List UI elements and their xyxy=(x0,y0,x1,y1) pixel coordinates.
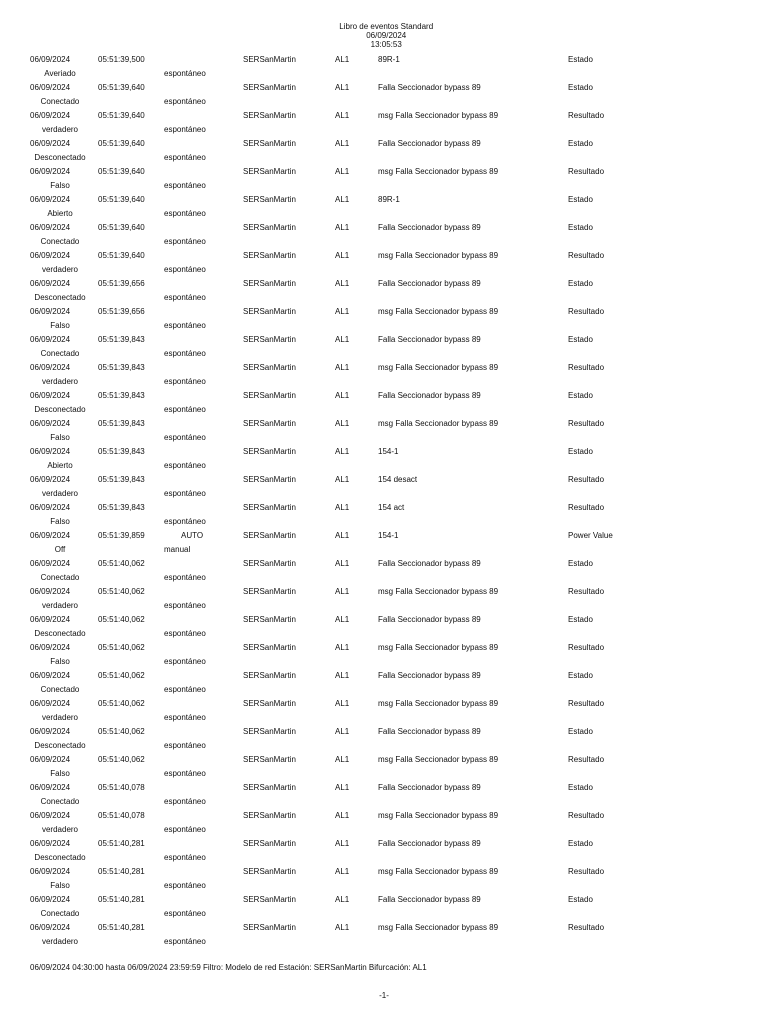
event-bay: AL1 xyxy=(335,755,350,764)
event-object: msg Falla Seccionador bypass 89 xyxy=(378,699,499,708)
event-time: 05:51:40,062 xyxy=(98,587,145,596)
event-station: SERSanMartin xyxy=(243,111,296,120)
event-bay: AL1 xyxy=(335,391,350,400)
event-cause: espontáneo xyxy=(164,601,206,610)
event-date: 06/09/2024 xyxy=(30,783,71,792)
event-station: SERSanMartin xyxy=(243,895,296,904)
event-cause: espontáneo xyxy=(164,685,206,694)
event-attribute: Resultado xyxy=(568,167,605,176)
event-value: Desconectado xyxy=(34,405,86,414)
event-time: 05:51:40,281 xyxy=(98,895,145,904)
event-date: 06/09/2024 xyxy=(30,643,71,652)
event-row xyxy=(0,139,768,167)
event-station: SERSanMartin xyxy=(243,83,296,92)
event-cause: espontáneo xyxy=(164,489,206,498)
event-station: SERSanMartin xyxy=(243,475,296,484)
event-attribute: Estado xyxy=(568,615,593,624)
event-value: Falso xyxy=(50,517,70,526)
event-station: SERSanMartin xyxy=(243,363,296,372)
event-bay: AL1 xyxy=(335,419,350,428)
event-bay: AL1 xyxy=(335,811,350,820)
event-bay: AL1 xyxy=(335,251,350,260)
event-cause: espontáneo xyxy=(164,825,206,834)
event-bay: AL1 xyxy=(335,867,350,876)
event-row xyxy=(0,783,768,811)
event-value: Conectado xyxy=(40,573,80,582)
event-date: 06/09/2024 xyxy=(30,251,71,260)
event-time: 05:51:39,656 xyxy=(98,279,145,288)
event-cause: espontáneo xyxy=(164,153,206,162)
event-row xyxy=(0,699,768,727)
event-time: 05:51:40,281 xyxy=(98,923,145,932)
event-date: 06/09/2024 xyxy=(30,475,71,484)
event-station: SERSanMartin xyxy=(243,391,296,400)
event-attribute: Resultado xyxy=(568,867,605,876)
event-bay: AL1 xyxy=(335,307,350,316)
event-station: SERSanMartin xyxy=(243,811,296,820)
event-time: 05:51:40,062 xyxy=(98,755,145,764)
event-date: 06/09/2024 xyxy=(30,335,71,344)
event-row xyxy=(0,391,768,419)
event-object: 154-1 xyxy=(378,447,399,456)
event-date: 06/09/2024 xyxy=(30,279,71,288)
event-row xyxy=(0,811,768,839)
event-time: 05:51:40,062 xyxy=(98,615,145,624)
event-time: 05:51:40,062 xyxy=(98,559,145,568)
event-cause: espontáneo xyxy=(164,657,206,666)
event-row xyxy=(0,167,768,195)
event-bay: AL1 xyxy=(335,699,350,708)
event-bay: AL1 xyxy=(335,839,350,848)
event-attribute: Estado xyxy=(568,55,593,64)
event-bay: AL1 xyxy=(335,727,350,736)
event-value: verdadero xyxy=(41,265,79,274)
event-time: 05:51:39,843 xyxy=(98,447,145,456)
event-bay: AL1 xyxy=(335,223,350,232)
event-cause: espontáneo xyxy=(164,433,206,442)
event-value: Desconectado xyxy=(34,153,86,162)
event-station: SERSanMartin xyxy=(243,307,296,316)
event-value: Falso xyxy=(50,181,70,190)
event-row xyxy=(0,475,768,503)
event-station: SERSanMartin xyxy=(243,335,296,344)
event-bay: AL1 xyxy=(335,83,350,92)
event-time: 05:51:39,843 xyxy=(98,335,145,344)
event-object: msg Falla Seccionador bypass 89 xyxy=(378,419,499,428)
event-date: 06/09/2024 xyxy=(30,447,71,456)
event-attribute: Resultado xyxy=(568,307,605,316)
event-date: 06/09/2024 xyxy=(30,223,71,232)
report-time: 13:05:53 xyxy=(370,40,402,49)
event-row xyxy=(0,895,768,923)
event-cause: espontáneo xyxy=(164,741,206,750)
event-attribute: Estado xyxy=(568,783,593,792)
event-attribute: Resultado xyxy=(568,755,605,764)
event-station: SERSanMartin xyxy=(243,671,296,680)
event-object: 154 act xyxy=(378,503,405,512)
event-station: SERSanMartin xyxy=(243,503,296,512)
event-object: msg Falla Seccionador bypass 89 xyxy=(378,755,499,764)
filter-summary: 06/09/2024 04:30:00 hasta 06/09/2024 23:59:59 Filtro: Modelo de red Estación: SERSanMartin Bifurcación: AL1 xyxy=(30,963,427,972)
event-value: verdadero xyxy=(41,125,79,134)
event-cause: espontáneo xyxy=(164,937,206,946)
event-date: 06/09/2024 xyxy=(30,839,71,848)
event-date: 06/09/2024 xyxy=(30,755,71,764)
event-attribute: Estado xyxy=(568,391,593,400)
event-time: 05:51:39,640 xyxy=(98,111,145,120)
event-row xyxy=(0,587,768,615)
event-attribute: Estado xyxy=(568,727,593,736)
event-value: Conectado xyxy=(40,237,80,246)
event-attribute: Estado xyxy=(568,139,593,148)
event-bay: AL1 xyxy=(335,615,350,624)
event-attribute: Estado xyxy=(568,895,593,904)
event-row xyxy=(0,839,768,867)
event-bay: AL1 xyxy=(335,167,350,176)
event-time: 05:51:39,500 xyxy=(98,55,145,64)
event-row xyxy=(0,615,768,643)
event-date: 06/09/2024 xyxy=(30,111,71,120)
event-source: AUTO xyxy=(181,531,204,540)
event-date: 06/09/2024 xyxy=(30,167,71,176)
event-date: 06/09/2024 xyxy=(30,307,71,316)
event-cause: espontáneo xyxy=(164,349,206,358)
event-bay: AL1 xyxy=(335,783,350,792)
event-row xyxy=(0,419,768,447)
event-value: Desconectado xyxy=(34,629,86,638)
event-row xyxy=(0,335,768,363)
event-cause: espontáneo xyxy=(164,181,206,190)
event-date: 06/09/2024 xyxy=(30,363,71,372)
event-station: SERSanMartin xyxy=(243,139,296,148)
event-row xyxy=(0,195,768,223)
event-value: Conectado xyxy=(40,909,80,918)
event-date: 06/09/2024 xyxy=(30,531,71,540)
event-time: 05:51:39,640 xyxy=(98,139,145,148)
event-attribute: Estado xyxy=(568,839,593,848)
event-value: Falso xyxy=(50,433,70,442)
event-cause: espontáneo xyxy=(164,909,206,918)
event-row xyxy=(0,559,768,587)
event-value: verdadero xyxy=(41,713,79,722)
event-value: Off xyxy=(54,545,66,554)
event-row xyxy=(0,531,768,559)
event-row xyxy=(0,671,768,699)
event-attribute: Estado xyxy=(568,447,593,456)
event-cause: espontáneo xyxy=(164,69,206,78)
event-date: 06/09/2024 xyxy=(30,419,71,428)
event-bay: AL1 xyxy=(335,895,350,904)
event-time: 05:51:40,281 xyxy=(98,839,145,848)
event-attribute: Resultado xyxy=(568,111,605,120)
event-date: 06/09/2024 xyxy=(30,867,71,876)
event-attribute: Estado xyxy=(568,195,593,204)
event-date: 06/09/2024 xyxy=(30,811,71,820)
event-value: Desconectado xyxy=(34,741,86,750)
event-date: 06/09/2024 xyxy=(30,699,71,708)
event-attribute: Resultado xyxy=(568,503,605,512)
event-attribute: Estado xyxy=(568,559,593,568)
event-attribute: Estado xyxy=(568,223,593,232)
event-row xyxy=(0,447,768,475)
event-time: 05:51:39,640 xyxy=(98,223,145,232)
event-station: SERSanMartin xyxy=(243,55,296,64)
page-number: -1- xyxy=(379,991,389,1000)
event-time: 05:51:40,062 xyxy=(98,671,145,680)
event-row xyxy=(0,755,768,783)
event-station: SERSanMartin xyxy=(243,447,296,456)
event-cause: espontáneo xyxy=(164,517,206,526)
event-time: 05:51:39,656 xyxy=(98,307,145,316)
event-value: verdadero xyxy=(41,825,79,834)
event-value: Falso xyxy=(50,881,70,890)
event-date: 06/09/2024 xyxy=(30,671,71,680)
event-object: Falla Seccionador bypass 89 xyxy=(378,279,481,288)
event-cause: espontáneo xyxy=(164,881,206,890)
event-bay: AL1 xyxy=(335,671,350,680)
event-value: Conectado xyxy=(40,797,80,806)
event-object: 154 desact xyxy=(378,475,418,484)
event-object: msg Falla Seccionador bypass 89 xyxy=(378,811,499,820)
event-time: 05:51:39,640 xyxy=(98,195,145,204)
event-value: verdadero xyxy=(41,601,79,610)
event-object: 89R-1 xyxy=(378,195,400,204)
event-time: 05:51:39,640 xyxy=(98,167,145,176)
event-attribute: Estado xyxy=(568,671,593,680)
event-cause: espontáneo xyxy=(164,713,206,722)
event-station: SERSanMartin xyxy=(243,699,296,708)
event-bay: AL1 xyxy=(335,335,350,344)
event-object: Falla Seccionador bypass 89 xyxy=(378,671,481,680)
event-date: 06/09/2024 xyxy=(30,923,71,932)
event-time: 05:51:40,062 xyxy=(98,643,145,652)
event-date: 06/09/2024 xyxy=(30,391,71,400)
event-attribute: Resultado xyxy=(568,251,605,260)
event-date: 06/09/2024 xyxy=(30,559,71,568)
event-value: verdadero xyxy=(41,377,79,386)
event-value: verdadero xyxy=(41,489,79,498)
event-object: Falla Seccionador bypass 89 xyxy=(378,727,481,736)
event-object: Falla Seccionador bypass 89 xyxy=(378,391,481,400)
event-value: Averiado xyxy=(44,69,76,78)
event-station: SERSanMartin xyxy=(243,615,296,624)
event-row xyxy=(0,83,768,111)
event-value: Conectado xyxy=(40,685,80,694)
event-object: 154-1 xyxy=(378,531,399,540)
event-bay: AL1 xyxy=(335,363,350,372)
event-bay: AL1 xyxy=(335,55,350,64)
event-date: 06/09/2024 xyxy=(30,503,71,512)
event-time: 05:51:39,843 xyxy=(98,503,145,512)
event-station: SERSanMartin xyxy=(243,755,296,764)
event-station: SERSanMartin xyxy=(243,279,296,288)
event-cause: espontáneo xyxy=(164,797,206,806)
event-station: SERSanMartin xyxy=(243,727,296,736)
event-attribute: Resultado xyxy=(568,363,605,372)
event-cause: espontáneo xyxy=(164,293,206,302)
event-bay: AL1 xyxy=(335,643,350,652)
event-station: SERSanMartin xyxy=(243,839,296,848)
event-object: msg Falla Seccionador bypass 89 xyxy=(378,251,499,260)
event-attribute: Estado xyxy=(568,83,593,92)
event-bay: AL1 xyxy=(335,587,350,596)
event-bay: AL1 xyxy=(335,475,350,484)
event-attribute: Resultado xyxy=(568,643,605,652)
event-station: SERSanMartin xyxy=(243,419,296,428)
event-row xyxy=(0,307,768,335)
report-header xyxy=(0,13,768,49)
event-bay: AL1 xyxy=(335,923,350,932)
event-attribute: Resultado xyxy=(568,699,605,708)
event-value: Conectado xyxy=(40,97,80,106)
event-date: 06/09/2024 xyxy=(30,83,71,92)
event-time: 05:51:39,640 xyxy=(98,251,145,260)
event-cause: manual xyxy=(164,545,191,554)
event-object: 89R-1 xyxy=(378,55,400,64)
event-time: 05:51:39,640 xyxy=(98,83,145,92)
event-attribute: Resultado xyxy=(568,587,605,596)
event-value: Falso xyxy=(50,657,70,666)
event-station: SERSanMartin xyxy=(243,559,296,568)
event-list xyxy=(0,55,768,951)
event-value: verdadero xyxy=(41,937,79,946)
event-cause: espontáneo xyxy=(164,853,206,862)
event-row xyxy=(0,55,768,83)
event-object: msg Falla Seccionador bypass 89 xyxy=(378,167,499,176)
event-station: SERSanMartin xyxy=(243,167,296,176)
event-cause: espontáneo xyxy=(164,237,206,246)
event-date: 06/09/2024 xyxy=(30,727,71,736)
event-row xyxy=(0,111,768,139)
report-title: Libro de eventos Standard xyxy=(339,22,434,31)
event-attribute: Estado xyxy=(568,279,593,288)
event-object: Falla Seccionador bypass 89 xyxy=(378,139,481,148)
event-object: msg Falla Seccionador bypass 89 xyxy=(378,111,499,120)
event-cause: espontáneo xyxy=(164,461,206,470)
event-row xyxy=(0,279,768,307)
event-cause: espontáneo xyxy=(164,265,206,274)
event-station: SERSanMartin xyxy=(243,783,296,792)
event-object: Falla Seccionador bypass 89 xyxy=(378,223,481,232)
event-cause: espontáneo xyxy=(164,769,206,778)
event-cause: espontáneo xyxy=(164,125,206,134)
event-row xyxy=(0,363,768,391)
event-bay: AL1 xyxy=(335,279,350,288)
event-time: 05:51:40,078 xyxy=(98,811,145,820)
event-value: Falso xyxy=(50,321,70,330)
event-time: 05:51:40,281 xyxy=(98,867,145,876)
event-object: msg Falla Seccionador bypass 89 xyxy=(378,643,499,652)
event-time: 05:51:40,062 xyxy=(98,727,145,736)
event-cause: espontáneo xyxy=(164,573,206,582)
event-bay: AL1 xyxy=(335,503,350,512)
event-value: Desconectado xyxy=(34,853,86,862)
event-attribute: Resultado xyxy=(568,419,605,428)
event-date: 06/09/2024 xyxy=(30,895,71,904)
event-value: Abierto xyxy=(47,209,73,218)
event-time: 05:51:39,843 xyxy=(98,363,145,372)
event-attribute: Resultado xyxy=(568,811,605,820)
event-object: Falla Seccionador bypass 89 xyxy=(378,615,481,624)
event-value: Conectado xyxy=(40,349,80,358)
event-value: Abierto xyxy=(47,461,73,470)
event-bay: AL1 xyxy=(335,559,350,568)
event-cause: espontáneo xyxy=(164,321,206,330)
event-cause: espontáneo xyxy=(164,405,206,414)
event-station: SERSanMartin xyxy=(243,587,296,596)
event-cause: espontáneo xyxy=(164,97,206,106)
event-time: 05:51:39,843 xyxy=(98,419,145,428)
event-row xyxy=(0,503,768,531)
event-value: Falso xyxy=(50,769,70,778)
event-station: SERSanMartin xyxy=(243,923,296,932)
event-attribute: Resultado xyxy=(568,923,605,932)
event-value: Desconectado xyxy=(34,293,86,302)
event-time: 05:51:40,062 xyxy=(98,699,145,708)
event-object: Falla Seccionador bypass 89 xyxy=(378,335,481,344)
event-time: 05:51:40,078 xyxy=(98,783,145,792)
event-cause: espontáneo xyxy=(164,209,206,218)
event-date: 06/09/2024 xyxy=(30,615,71,624)
event-row xyxy=(0,223,768,251)
event-cause: espontáneo xyxy=(164,629,206,638)
event-station: SERSanMartin xyxy=(243,531,296,540)
event-station: SERSanMartin xyxy=(243,643,296,652)
event-station: SERSanMartin xyxy=(243,867,296,876)
event-time: 05:51:39,843 xyxy=(98,475,145,484)
event-object: msg Falla Seccionador bypass 89 xyxy=(378,363,499,372)
event-object: msg Falla Seccionador bypass 89 xyxy=(378,923,499,932)
event-row xyxy=(0,867,768,895)
event-date: 06/09/2024 xyxy=(30,55,71,64)
event-time: 05:51:39,843 xyxy=(98,391,145,400)
event-object: Falla Seccionador bypass 89 xyxy=(378,895,481,904)
event-date: 06/09/2024 xyxy=(30,587,71,596)
event-object: Falla Seccionador bypass 89 xyxy=(378,559,481,568)
event-object: msg Falla Seccionador bypass 89 xyxy=(378,587,499,596)
event-attribute: Power Value xyxy=(568,531,613,540)
event-row xyxy=(0,643,768,671)
event-station: SERSanMartin xyxy=(243,251,296,260)
event-bay: AL1 xyxy=(335,111,350,120)
event-object: Falla Seccionador bypass 89 xyxy=(378,783,481,792)
event-bay: AL1 xyxy=(335,447,350,456)
event-bay: AL1 xyxy=(335,531,350,540)
event-row xyxy=(0,727,768,755)
event-cause: espontáneo xyxy=(164,377,206,386)
event-object: Falla Seccionador bypass 89 xyxy=(378,839,481,848)
event-station: SERSanMartin xyxy=(243,223,296,232)
event-time: 05:51:39,859 xyxy=(98,531,145,540)
event-row xyxy=(0,251,768,279)
event-station: SERSanMartin xyxy=(243,195,296,204)
event-row xyxy=(0,923,768,951)
event-object: msg Falla Seccionador bypass 89 xyxy=(378,867,499,876)
report-date: 06/09/2024 xyxy=(366,31,407,40)
event-bay: AL1 xyxy=(335,195,350,204)
event-attribute: Resultado xyxy=(568,475,605,484)
event-object: Falla Seccionador bypass 89 xyxy=(378,83,481,92)
event-attribute: Estado xyxy=(568,335,593,344)
event-object: msg Falla Seccionador bypass 89 xyxy=(378,307,499,316)
event-date: 06/09/2024 xyxy=(30,195,71,204)
event-bay: AL1 xyxy=(335,139,350,148)
event-date: 06/09/2024 xyxy=(30,139,71,148)
